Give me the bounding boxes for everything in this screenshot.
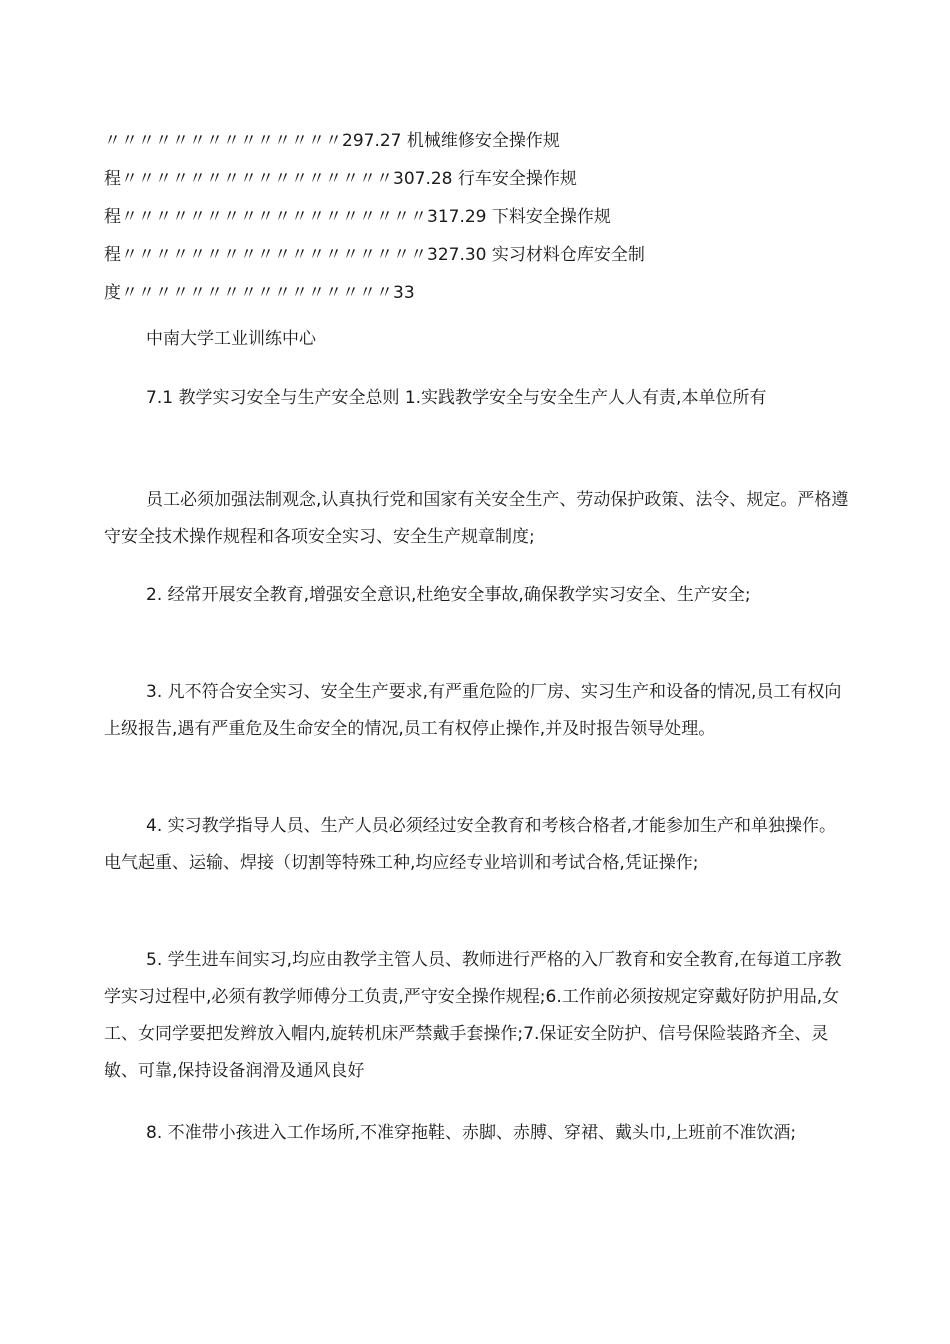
paragraph-item-3: 3. 凡不符合安全实习、安全生产要求,有严重危险的厂房、实习生产和设备的情况,员工有权向上级报告,遇有严重危及生命安全的情况,员工有权停止操作,并及时报告领导处理。 xyxy=(104,682,842,739)
paragraph-item-8: 8. 不准带小孩进入工作场所,不准穿拖鞋、赤脚、赤膊、穿裙、戴头巾,上班前不准饮酒; xyxy=(146,1123,797,1143)
paragraph-item-2: 2. 经常开展安全教育,增强安全意识,杜绝安全事故,确保教学实习安全、生产安全; xyxy=(146,585,751,605)
toc-entry: 程〃〃〃〃〃〃〃〃〃〃〃〃〃〃〃〃307.28 行车安全操作规 xyxy=(104,169,577,189)
paragraph-item-5: 5. 学生进车间实习,均应由教学主管人员、教师进行严格的入厂教育和安全教育,在每道工序教学实习过程中,必须有教学师傅分工负责,严守安全操作规程;6.工作前必须按规定穿戴好防护用品,女工、女同学要把发辫放入帽内,旋转机床严禁戴手套操作;7.保证安全防护、信号保险装路齐全、灵敏、可靠,保持设备润滑及通风良好 xyxy=(104,950,842,1081)
toc-entry: 程〃〃〃〃〃〃〃〃〃〃〃〃〃〃〃〃〃〃327.30 实习材料仓库安全制 xyxy=(104,245,645,265)
toc-entry: 度〃〃〃〃〃〃〃〃〃〃〃〃〃〃〃〃33 xyxy=(104,283,415,303)
paragraph-general-rules: 7.1 教学实习安全与生产安全总则 1.实践教学安全与安全生产人人有责,本单位所有 xyxy=(146,388,767,408)
table-of-contents xyxy=(104,122,824,312)
paragraph-item-4: 4. 实习教学指导人员、生产人员必须经过安全教育和考核合格者,才能参加生产和单独操作。电气起重、运输、焊接（切割等特殊工种,均应经专业培训和考试合格,凭证操作; xyxy=(104,816,837,873)
toc-entry: 〃〃〃〃〃〃〃〃〃〃〃〃〃〃297.27 机械维修安全操作规 xyxy=(104,131,560,151)
organization-name: 中南大学工业训练中心 xyxy=(146,329,316,349)
paragraph-employee-duty: 员工必须加强法制观念,认真执行党和国家有关安全生产、劳动保护政策、法令、规定。严格遵守安全技术操作规程和各项安全实习、安全生产规章制度; xyxy=(104,490,849,547)
toc-entry: 程〃〃〃〃〃〃〃〃〃〃〃〃〃〃〃〃〃〃317.29 下料安全操作规 xyxy=(104,207,611,227)
